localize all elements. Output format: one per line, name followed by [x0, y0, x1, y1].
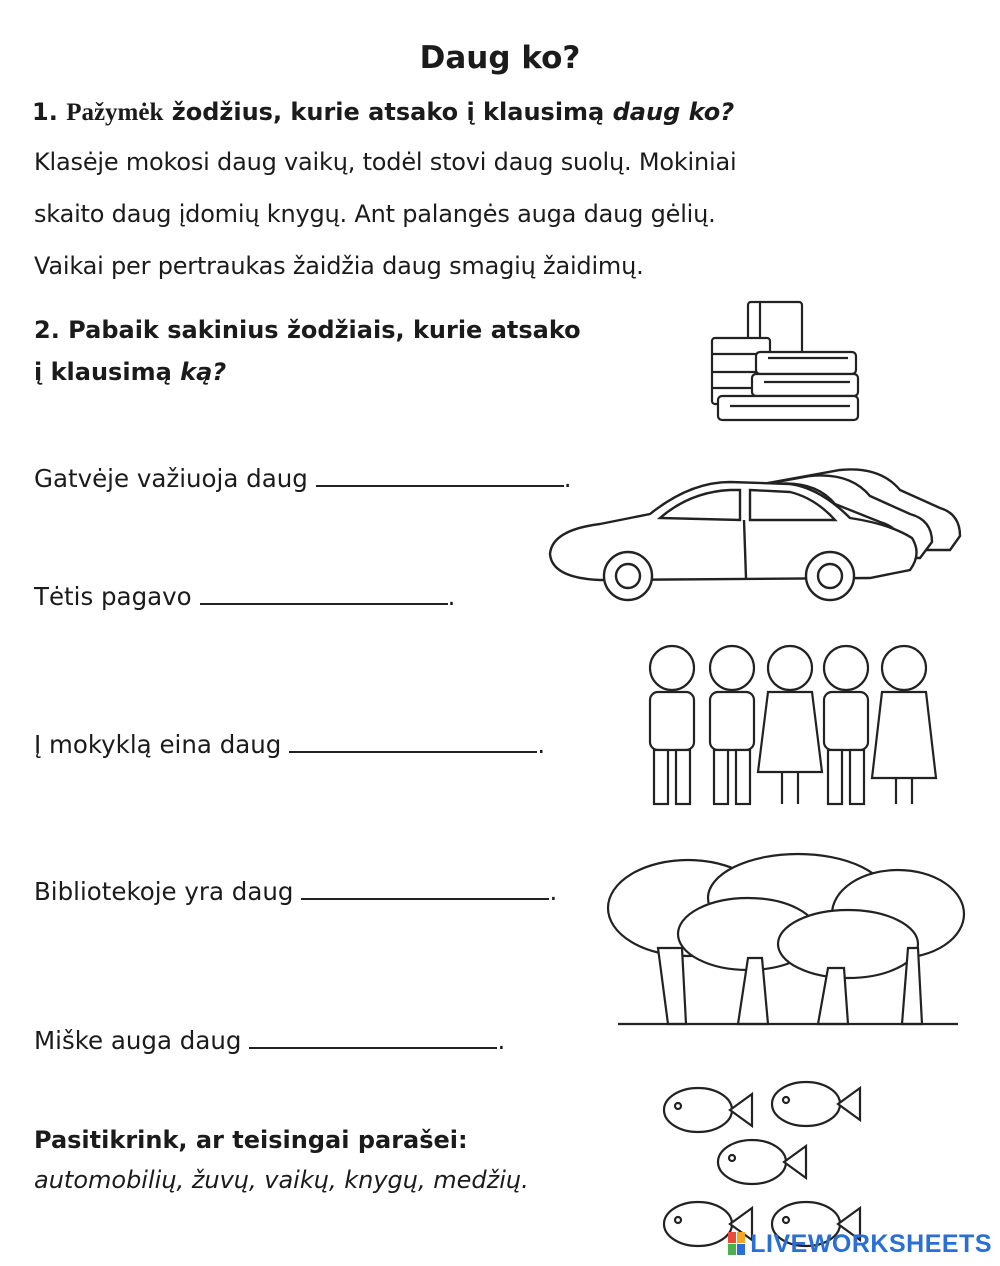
sentence-4 [34, 877, 557, 906]
check-words: automobilių, žuvų, vaikų, knygų, medžių. [34, 1166, 529, 1194]
answer-field-5[interactable] [249, 1046, 497, 1049]
sentence-2-text: Tėtis pagavo [34, 582, 192, 611]
answer-field-4[interactable] [301, 897, 549, 900]
task1-word: Pažymėk [66, 99, 164, 126]
task1-line-2[interactable]: skaito daug įdomių knygų. Ant palangės auga daug gėlių. [34, 200, 716, 228]
brand-watermark [728, 1230, 992, 1259]
sentence-1 [34, 464, 572, 493]
brand-logo-icon [728, 1232, 746, 1256]
task2-prefix: į klausimą [34, 358, 172, 386]
children-icon [632, 638, 944, 810]
task1-instruction: žodžius, kurie atsako į klausimą [171, 98, 605, 126]
sentence-3-text: Į mokyklą eina daug [34, 730, 282, 759]
task2-question: ką? [180, 358, 227, 386]
task2-heading-line1: 2. Pabaik sakinius žodžiais, kurie atsako [34, 316, 581, 344]
sentence-3-end: . [537, 730, 546, 759]
sentence-1-end: . [563, 464, 572, 493]
page-title: Daug ko? [419, 40, 581, 76]
cars-icon [540, 458, 970, 608]
sentence-2 [34, 582, 455, 611]
brand-text: LIVEWORKSHEETS [750, 1230, 992, 1258]
answer-field-1[interactable] [316, 484, 564, 487]
answer-field-2[interactable] [200, 602, 448, 605]
check-title: Pasitikrink, ar teisingai parašei: [34, 1126, 468, 1154]
sentence-5 [34, 1026, 505, 1055]
books-icon [708, 298, 868, 430]
sentence-4-end: . [549, 877, 558, 906]
task1-number: 1. [32, 98, 58, 126]
sentence-5-text: Miške auga daug [34, 1026, 242, 1055]
task1-question: daug ko? [612, 98, 735, 126]
sentence-5-end: . [497, 1026, 506, 1055]
task2-heading-line2 [34, 358, 226, 386]
sentence-1-text: Gatvėje važiuoja daug [34, 464, 308, 493]
sentence-2-end: . [447, 582, 456, 611]
sentence-4-text: Bibliotekoje yra daug [34, 877, 294, 906]
trees-icon [598, 848, 970, 1030]
task1-line-3[interactable]: Vaikai per pertraukas žaidžia daug smagių žaidimų. [34, 252, 644, 280]
task1-heading [32, 98, 734, 127]
sentence-3 [34, 730, 545, 759]
answer-field-3[interactable] [289, 750, 537, 753]
task1-line-1[interactable]: Klasėje mokosi daug vaikų, todėl stovi daug suolų. Mokiniai [34, 148, 737, 176]
